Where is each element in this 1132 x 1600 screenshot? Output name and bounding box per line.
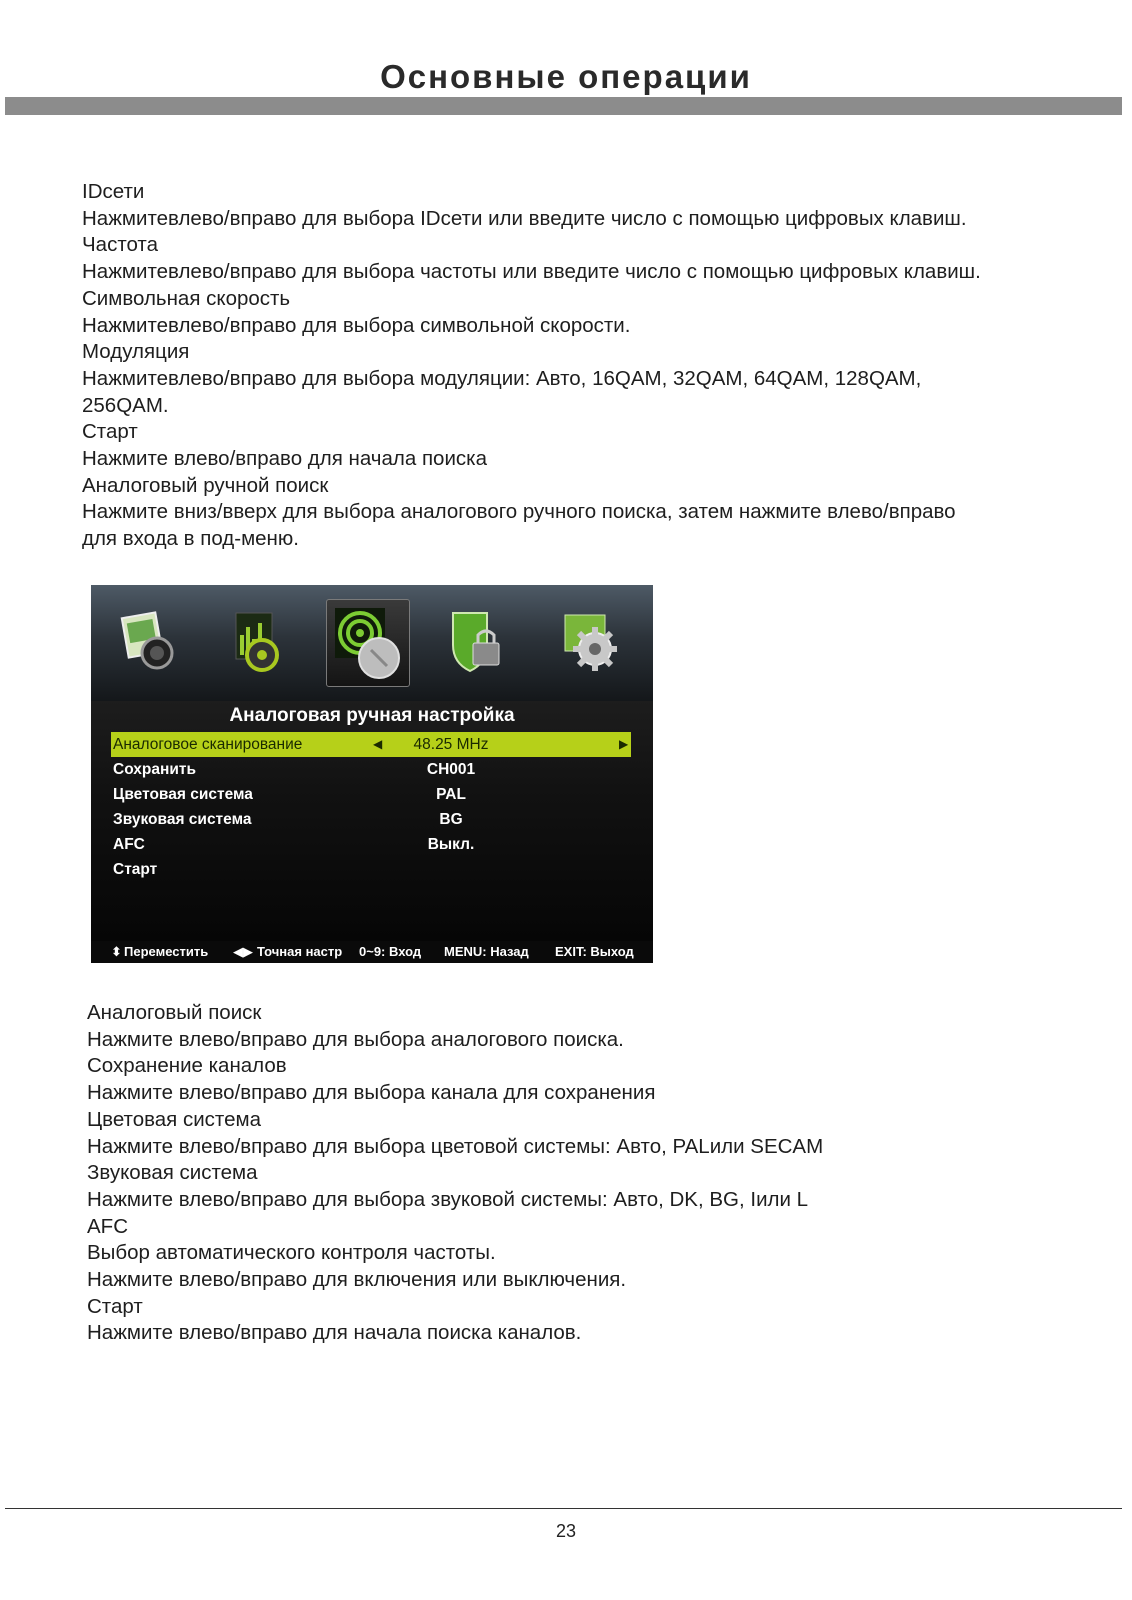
leftright-arrows-icon: ◀▶	[233, 944, 253, 959]
help-exit: EXIT: Выход	[555, 944, 634, 959]
channel-search-icon	[327, 600, 409, 686]
text-line: Нажмите влево/вправо для выбора цветовой системы: Авто, PALили SECAM	[87, 1134, 824, 1158]
help-move: Переместить	[124, 944, 209, 959]
menu-row-value: BG	[439, 811, 463, 828]
text-line: Нажмите влево/вправо для выбора канала для сохранения	[87, 1081, 656, 1105]
help-menu: MENU: Назад	[444, 944, 529, 959]
menu-row-value: CH001	[426, 761, 476, 778]
menu-row-label: Аналоговое сканирование	[113, 736, 303, 753]
menu-row-value: Выкл.	[427, 836, 475, 853]
menu-row-start[interactable]	[111, 857, 631, 882]
text-line: Нажмите влево/вправо для выбора аналогового поиска.	[87, 1027, 624, 1051]
page-title: Основные операции	[380, 58, 752, 95]
text-line: Нажмите влево/вправо для включения или выключения.	[87, 1268, 627, 1292]
updown-arrows-icon: ⬍	[111, 944, 122, 959]
menu-row-label: AFC	[113, 836, 145, 853]
text-line: Нажмитевлево/вправо для выбора модуляции: Авто, 16QAM, 32QAM, 64QAM, 128QAM,	[82, 366, 922, 390]
channel-search-icon-frame	[326, 599, 410, 687]
menu-row-analog-scan[interactable]	[111, 732, 631, 757]
text-line: Цветовая система	[87, 1107, 261, 1131]
menu-row-afc[interactable]	[111, 832, 631, 857]
text-line: 256QAM.	[82, 393, 169, 417]
tv-menu-screenshot	[91, 585, 653, 963]
audio-icon	[226, 605, 288, 679]
menu-row-value: 48.25 MHz	[413, 736, 489, 753]
menu-row-color-system[interactable]	[111, 782, 631, 807]
text-line: Нажмите вниз/вверх для выбора аналогового ручного поиска, затем нажмите влево/вправо	[82, 500, 956, 524]
text-line: AFC	[87, 1214, 128, 1238]
text-line: Нажмитевлево/вправо для выбора символьной скорости.	[82, 313, 631, 337]
text-line: Выбор автоматического контроля частоты.	[87, 1241, 496, 1265]
menu-row-label: Сохранить	[113, 761, 196, 778]
text-line: Аналоговый ручной поиск	[82, 473, 329, 497]
help-digits: 0~9: Вход	[359, 944, 422, 959]
text-line: Частота	[82, 233, 158, 257]
text-line: Нажмите влево/вправо для начала поиска	[82, 447, 487, 471]
settings-icon	[559, 605, 621, 679]
lock-icon	[447, 605, 509, 679]
arrow-left-icon: ◀	[373, 737, 383, 751]
instructions-top	[82, 179, 981, 553]
text-line: Старт	[82, 420, 138, 444]
text-line: Звуковая система	[87, 1161, 258, 1185]
footer-divider	[5, 1508, 1122, 1509]
menu-row-sound-system[interactable]	[111, 807, 631, 832]
help-fine-tune: Точная настр	[257, 944, 343, 959]
title-divider-bar	[5, 97, 1122, 115]
menu-row-value: PAL	[436, 786, 466, 803]
text-line: Старт	[87, 1294, 143, 1318]
photo-icon	[119, 605, 181, 679]
text-line: Символьная скорость	[82, 286, 291, 310]
page-number: 23	[555, 1521, 577, 1541]
text-line: Нажмите влево/вправо для выбора звуковой системы: Авто, DK, BG, Iили L	[87, 1187, 809, 1211]
menu-row-label: Старт	[113, 861, 158, 878]
arrow-right-icon: ▶	[619, 737, 629, 751]
text-line: Сохранение каналов	[87, 1054, 287, 1078]
tv-help-bar	[91, 941, 653, 963]
tv-menu-title: Аналоговая ручная настройка	[229, 705, 515, 726]
instructions-bottom	[87, 1000, 823, 1347]
text-line: Нажмите влево/вправо для начала поиска каналов.	[87, 1321, 582, 1345]
text-line: Нажмитевлево/вправо для выбора IDсети или введите число с помощью цифровых клавиш.	[82, 206, 967, 230]
menu-row-label: Цветовая система	[113, 786, 253, 803]
text-line: Модуляция	[82, 340, 190, 364]
menu-row-save[interactable]	[111, 757, 631, 782]
text-line: Нажмитевлево/вправо для выбора частоты или введите число с помощью цифровых клавиш.	[82, 260, 981, 284]
tv-icon-bar	[91, 585, 653, 701]
text-line: для входа в под-меню.	[82, 527, 299, 551]
text-line: Аналоговый поиск	[87, 1001, 262, 1024]
menu-row-label: Звуковая система	[113, 811, 252, 828]
text-line: IDсети	[82, 180, 145, 203]
